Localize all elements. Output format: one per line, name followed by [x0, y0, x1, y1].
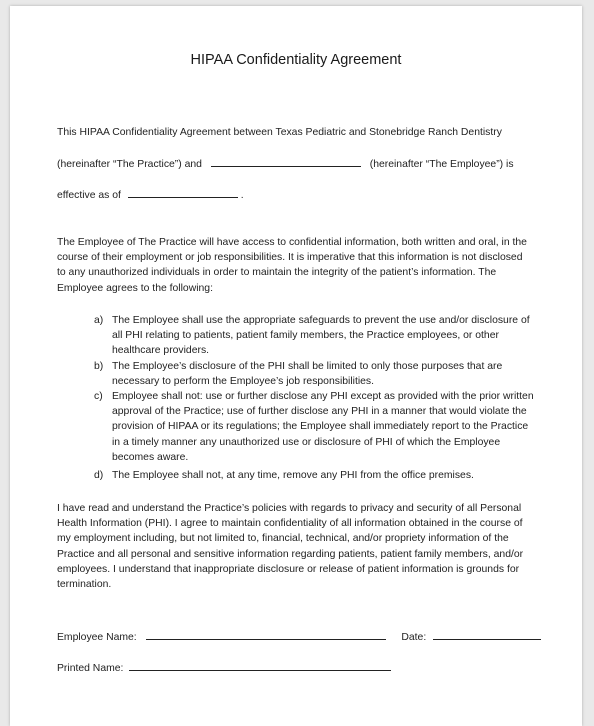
- employee-name-row: [57, 629, 541, 645]
- paragraph-line: Practice and all personal and sensitive information regarding patients, patient family members, and/or: [57, 548, 524, 560]
- printed-name-label: Printed Name:: [57, 663, 124, 674]
- date-label: Date:: [401, 632, 427, 643]
- employee-name-field[interactable]: [146, 629, 386, 640]
- list-marker: d): [94, 470, 104, 482]
- date-field[interactable]: [433, 629, 541, 640]
- list-line: all PHI relating to patients, patient family members, the Practice employees, or other: [112, 330, 499, 342]
- list-line: The Employee’s disclosure of the PHI shall be limited to only those purposes that are: [112, 360, 503, 372]
- printed-name-field[interactable]: [129, 660, 391, 671]
- list-marker: c): [94, 391, 103, 403]
- printed-name-row: [57, 660, 391, 676]
- intro-line-3: [57, 187, 244, 203]
- list-line: in a timely manner any unauthorized use or disclosure of PHI of which the Employee: [112, 436, 501, 448]
- list-line: provision of HIPAA or its regulations; the Employee shall immediately report to the Practice: [112, 421, 529, 433]
- paragraph-line: employees. I understand that inappropriate disclosure or release of patient information is grounds for: [57, 563, 520, 575]
- list-marker: b): [94, 360, 104, 372]
- paragraph-line: Health Information (PHI). I agree to maintain confidentiality of all information obtained in the course of: [57, 518, 523, 530]
- intro-line-1: This HIPAA Confidentiality Agreement between Texas Pediatric and Stonebridge Ranch Dentistry: [57, 127, 502, 138]
- list-marker: a): [94, 315, 104, 326]
- paragraph-2: [57, 501, 523, 592]
- practice-label: (hereinafter “The Practice”) and: [57, 159, 202, 170]
- effective-end: .: [240, 190, 244, 201]
- paragraph-line: I have read and understand the Practice’s policies with regards to privacy and security of all Personal: [57, 503, 522, 514]
- employee-name-label: Employee Name:: [57, 632, 137, 643]
- list-line: approval of the Practice; use of further disclose any PHI in a manner that would violate the: [112, 406, 527, 418]
- paragraph-line: The Employee of The Practice will have access to confidential information, both written and oral, in the: [57, 237, 527, 248]
- paragraph-1: [57, 235, 527, 296]
- list-item: [57, 468, 547, 483]
- list-line: The Employee shall use the appropriate safeguards to prevent the use and/or disclosure of: [112, 315, 530, 326]
- effective-label: effective as of: [57, 190, 121, 201]
- list-line: The Employee shall not, at any time, remove any PHI from the office premises.: [112, 470, 474, 482]
- list-line: necessary to perform the Employee’s job responsibilities.: [112, 375, 375, 387]
- obligations-list: [57, 313, 547, 483]
- paragraph-line: Employee agrees to the following:: [57, 282, 213, 294]
- intro-line-2: [57, 156, 514, 172]
- paragraph-line: course of their employment or job responsibilities. It is imperative that this information is not disclosed: [57, 252, 523, 264]
- list-item: [57, 389, 547, 465]
- employee-blank-field[interactable]: [211, 156, 361, 167]
- paragraph-line: my employment including, but not limited to, financial, technical, and/or propriety information of the: [57, 533, 509, 545]
- effective-date-blank-field[interactable]: [128, 187, 238, 198]
- list-item: [57, 359, 547, 389]
- paragraph-line: to any unauthorized individuals in order to maintain the integrity of the patient’s information. The: [57, 267, 497, 279]
- list-item: [57, 313, 547, 359]
- page-title: HIPAA Confidentiality Agreement: [190, 52, 402, 68]
- list-line: becomes aware.: [112, 451, 189, 463]
- list-line: Employee shall not: use or further disclose any PHI except as provided with the prior written: [112, 391, 534, 403]
- employee-label: (hereinafter “The Employee”) is: [369, 159, 514, 170]
- list-line: healthcare providers.: [112, 345, 210, 357]
- paragraph-line: termination.: [57, 579, 112, 591]
- document-page: [10, 6, 582, 726]
